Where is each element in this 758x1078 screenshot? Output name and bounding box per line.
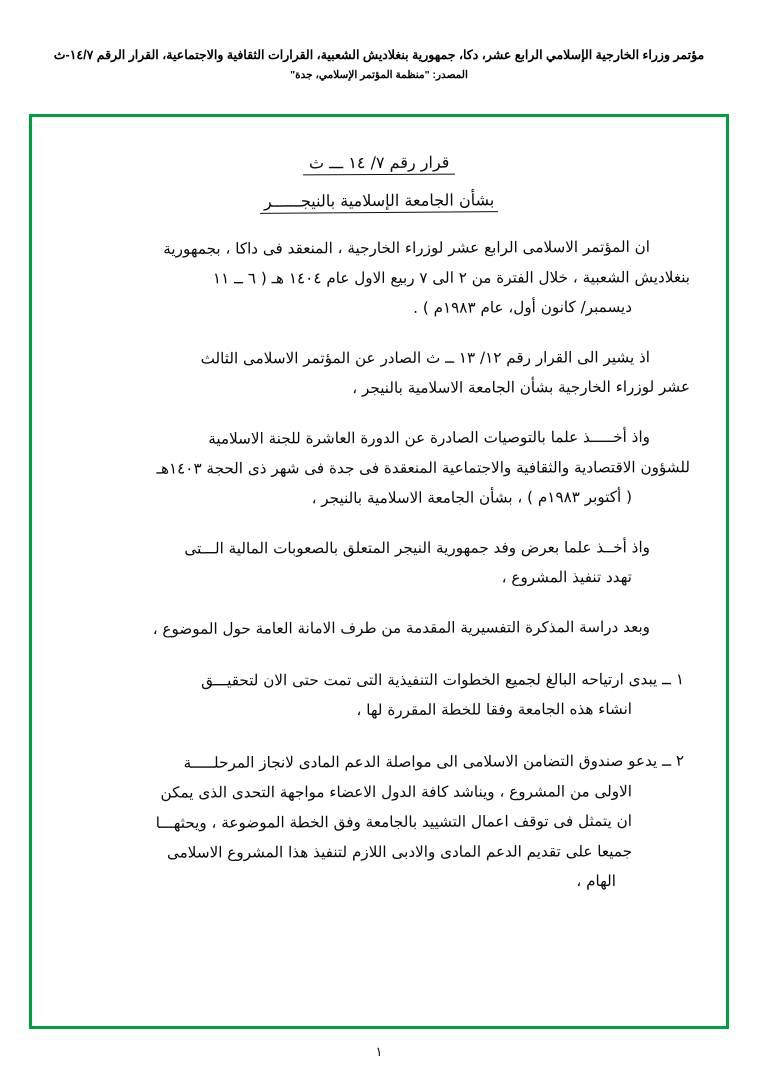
clause-line: وبعد دراسة المذكرة التفسيرية المقدمة من طرف الامانة العامة حول الموضوع ، (152, 617, 651, 638)
clause-line: واذ أخــذ علما بعرض وفد جمهورية النيجر المتعلق بالصعوبات المالية الـــتى (184, 538, 651, 558)
clause-paragraph (54, 613, 704, 643)
document-body (54, 135, 704, 1016)
preamble-paragraph (54, 233, 704, 323)
page-number: ١ (375, 1045, 383, 1060)
clause-line: للشؤون الاقتصادية والثقافية والاجتماعية المنعقدة فى جدة فى شهر ذى الحجة ١٤٠٣هـ (156, 458, 691, 478)
clause-line: تهدد تنفيذ المشروع ، (501, 567, 633, 587)
preamble-line: ان المؤتمر الاسلامى الرابع عشر لوزراء الخارجية ، المنعقد فى داكا ، بجمهورية (163, 237, 651, 258)
scanned-page-frame (29, 114, 729, 1029)
resolution-line: ان يتمثل فى توقف اعمال التشييد بالجامعة وفق الخطة الموضوعة ، ويحثهـــا (155, 811, 633, 832)
clause-line: واذ أخـــــذ علما بالتوصيات الصادرة عن الدورة العاشرة للجنة الاسلامية (208, 427, 651, 448)
clause-paragraph (54, 343, 704, 403)
title-block (54, 153, 704, 213)
resolution-subject: بشأن الجامعة الإسلامية بالنيجــــــر (260, 190, 498, 214)
resolution-line: الهام ، (576, 871, 617, 891)
resolution-reference: قرار رقم ٧/ ١٤ ـــ ث (303, 153, 456, 176)
resolution-line: ١ ــ يبدى ارتياحه البالغ لجميع الخطوات التنفيذية التى تمت حتى الان لتحقيـــق (201, 670, 685, 690)
document-header (0, 46, 758, 83)
clause-paragraph (54, 423, 704, 513)
clause-line: اذ يشير الى القرار رقم ١٢/ ١٣ ــ ث الصادر عن المؤتمر الاسلامى الثالث (200, 348, 651, 368)
header-title-line: مؤتمر وزراء الخارجية الإسلامي الرابع عشر، دكا، جمهورية بنغلاديش الشعبية، القرارات الثقافية والاجتماعية، القرار الرقم ١٤/٧-ث (53, 48, 705, 62)
resolution-line: ٢ ــ يدعو صندوق التضامن الاسلامى الى مواصلة الدعم المادى لانجاز المرحلـــــة (183, 751, 685, 772)
resolution-item (54, 665, 704, 725)
preamble-line: ديسمبر/ كانون أول، عام ١٩٨٣م ) . (413, 297, 633, 317)
resolution-line: الاولى من المشروع ، ويناشد كافة الدول الاعضاء مواجهة التحدى الذى يمكن (160, 782, 633, 802)
resolution-line: انشاء هذه الجامعة وفقا للخطة المقررة لها ، (356, 699, 633, 720)
clause-line: عشر لوزراء الخارجية بشأن الجامعة الاسلامية بالنيجر ، (352, 377, 691, 398)
header-source-line: المصدر: "منظمة المؤتمر الإسلامي، جدة" (290, 69, 468, 81)
clause-paragraph (54, 533, 704, 593)
resolution-line: جميعا على تقديم الدعم المادى والادبى اللازم لتنفيذ هذا المشروع الاسلامى (166, 842, 633, 862)
clause-line: ( أكتوبر ١٩٨٣م ) ، بشأن الجامعة الاسلامية بالنيجر ، (311, 487, 633, 508)
preamble-line: بنغلاديش الشعبية ، خلال الفترة من ٢ الى ٧ ربيع الاول عام ١٤٠٤ هـ ( ٦ ــ ١١ (212, 268, 691, 288)
resolution-item (54, 747, 704, 897)
